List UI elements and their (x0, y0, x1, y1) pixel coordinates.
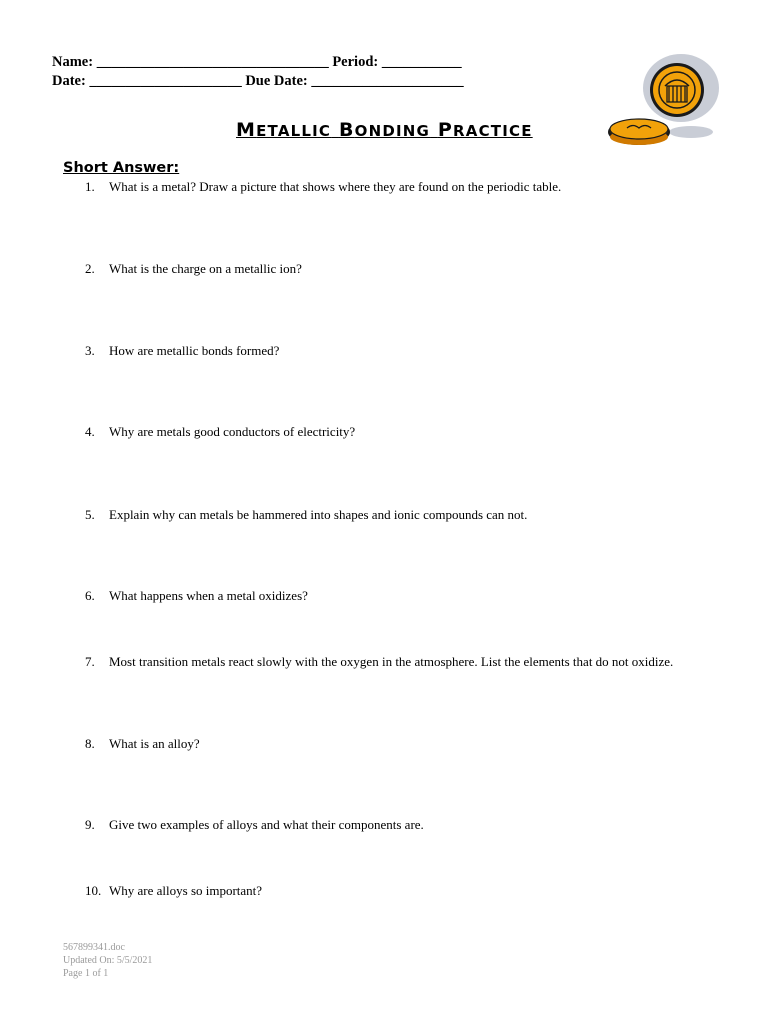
question-item: 5. Explain why can metals be hammered into shapes and ionic compounds can not. (85, 507, 528, 522)
document-footer (63, 941, 152, 980)
name-period-line: Name: ________________________________ Period: ___________ (52, 54, 462, 70)
question-item: 1. What is a metal? Draw a picture that shows where they are found on the periodic table. (85, 179, 562, 194)
coin-icon (603, 50, 721, 156)
section-label: Short Answer: (63, 160, 180, 176)
footer-page: Page 1 of 1 (63, 968, 109, 979)
question-item: 7. Most transition metals react slowly with the oxygen in the atmosphere. List the elements that do not oxidize. (85, 654, 674, 669)
date-due-date-line: Date: _____________________ Due Date: _____________________ (52, 73, 464, 89)
question-item: 6. What happens when a metal oxidizes? (85, 588, 308, 603)
question-item: 3. How are metallic bonds formed? (85, 343, 280, 358)
question-item: 9. Give two examples of alloys and what their components are. (85, 817, 424, 832)
question-item: 8. What is an alloy? (85, 736, 200, 751)
question-item: 2. What is the charge on a metallic ion? (85, 261, 302, 276)
footer-filename: 567899341.doc (63, 942, 125, 953)
student-info-header (52, 53, 464, 91)
page-title: METALLIC BONDING PRACTICE (236, 119, 533, 141)
question-item: 4. Why are metals good conductors of electricity? (85, 424, 356, 439)
footer-updated: Updated On: 5/5/2021 (63, 955, 153, 966)
question-item: 10. Why are alloys so important? (85, 883, 263, 898)
